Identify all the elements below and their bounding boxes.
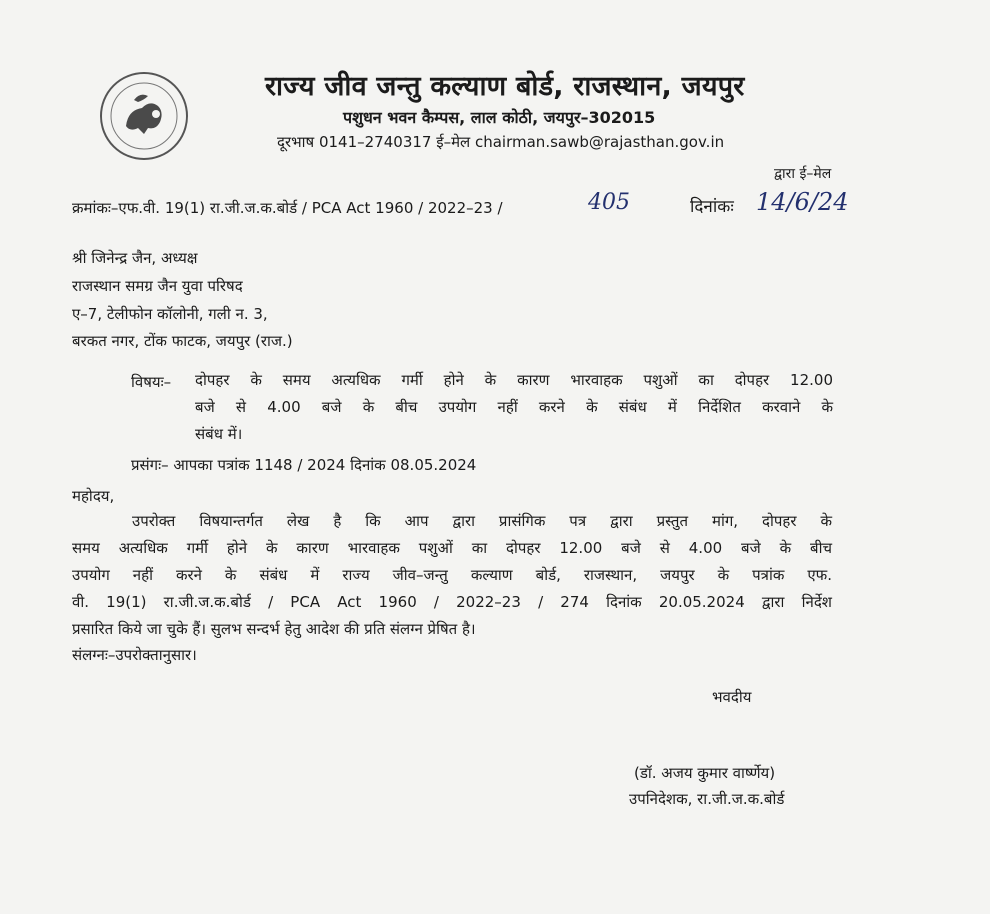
subject-line: दोपहर के समय अत्यधिक गर्मी होने के कारण भारवाहक पशुओं का दोपहर 12.00 xyxy=(195,371,833,389)
subject-text xyxy=(195,367,833,448)
reference-prasang: प्रसंगः– आपका पत्रांक 1148 / 2024 दिनांक 08.05.2024 xyxy=(131,456,477,474)
body-line: उपरोक्त विषयान्तर्गत लेख है कि आप द्वारा प्रासंगिक पत्र द्वारा प्रस्तुत मांग, दोपहर के xyxy=(132,512,832,530)
body-line: उपयोग नहीं करने के संबंध में राज्य जीव–जन्तु कल्याण बोर्ड, राजस्थान, जयपुर के पत्रांक एफ. xyxy=(72,566,832,584)
handwritten-reference-number: 405 xyxy=(588,190,630,215)
closing: भवदीय xyxy=(712,688,752,706)
animal-welfare-board-seal-icon xyxy=(98,70,190,162)
subject-line: संबंध में। xyxy=(195,425,243,443)
salutation: महोदय, xyxy=(72,487,115,505)
recipient-line: बरकत नगर, टोंक फाटक, जयपुर (राज.) xyxy=(72,332,293,350)
subject-line: बजे से 4.00 बजे के बीच उपयोग नहीं करने के संबंध में निर्देशित करवाने के xyxy=(195,398,833,416)
board-address: पशुधन भवन कैम्पस, लाल कोठी, जयपुर–302015 xyxy=(343,108,656,127)
body-line: प्रसारित किये जा चुके हैं। सुलभ सन्दर्भ हेतु आदेश की प्रति संलग्न प्रेषित है। xyxy=(72,620,476,638)
via-email-note: द्वारा ई–मेल xyxy=(774,166,832,182)
handwritten-date: 14/6/24 xyxy=(756,188,849,216)
body-line: समय अत्यधिक गर्मी होने के कारण भारवाहक पशुओं का दोपहर 12.00 बजे से 4.00 बजे के बीच xyxy=(72,539,832,557)
signatory-designation: उपनिदेशक, रा.जी.ज.क.बोर्ड xyxy=(629,790,785,808)
board-contact: दूरभाष 0141–2740317 ई–मेल chairman.sawb@rajasthan.gov.in xyxy=(277,133,725,151)
recipient-line: श्री जिनेन्द्र जैन, अध्यक्ष xyxy=(72,249,198,267)
reference-number: क्रमांकः–एफ.वी. 19(1) रा.जी.ज.क.बोर्ड / PCA Act 1960 / 2022–23 / xyxy=(72,199,503,217)
body-line: वी. 19(1) रा.जी.ज.क.बोर्ड / PCA Act 1960 / 2022–23 / 274 दिनांक 20.05.2024 द्वारा निर्देश xyxy=(72,593,832,611)
board-title: राज्य जीव जन्तु कल्याण बोर्ड, राजस्थान, जयपुर xyxy=(265,71,745,102)
enclosure-note: संलग्नः–उपरोक्तानुसार। xyxy=(72,646,197,664)
letter-body xyxy=(72,508,832,643)
subject-label: विषयः– xyxy=(131,373,172,391)
signatory-name: (डॉ. अजय कुमार वार्ष्णेय) xyxy=(634,764,776,782)
recipient-line: ए–7, टेलीफोन कॉलोनी, गली न. 3, xyxy=(72,305,268,323)
date-label: दिनांकः xyxy=(690,197,734,217)
recipient-line: राजस्थान समग्र जैन युवा परिषद xyxy=(72,277,243,295)
